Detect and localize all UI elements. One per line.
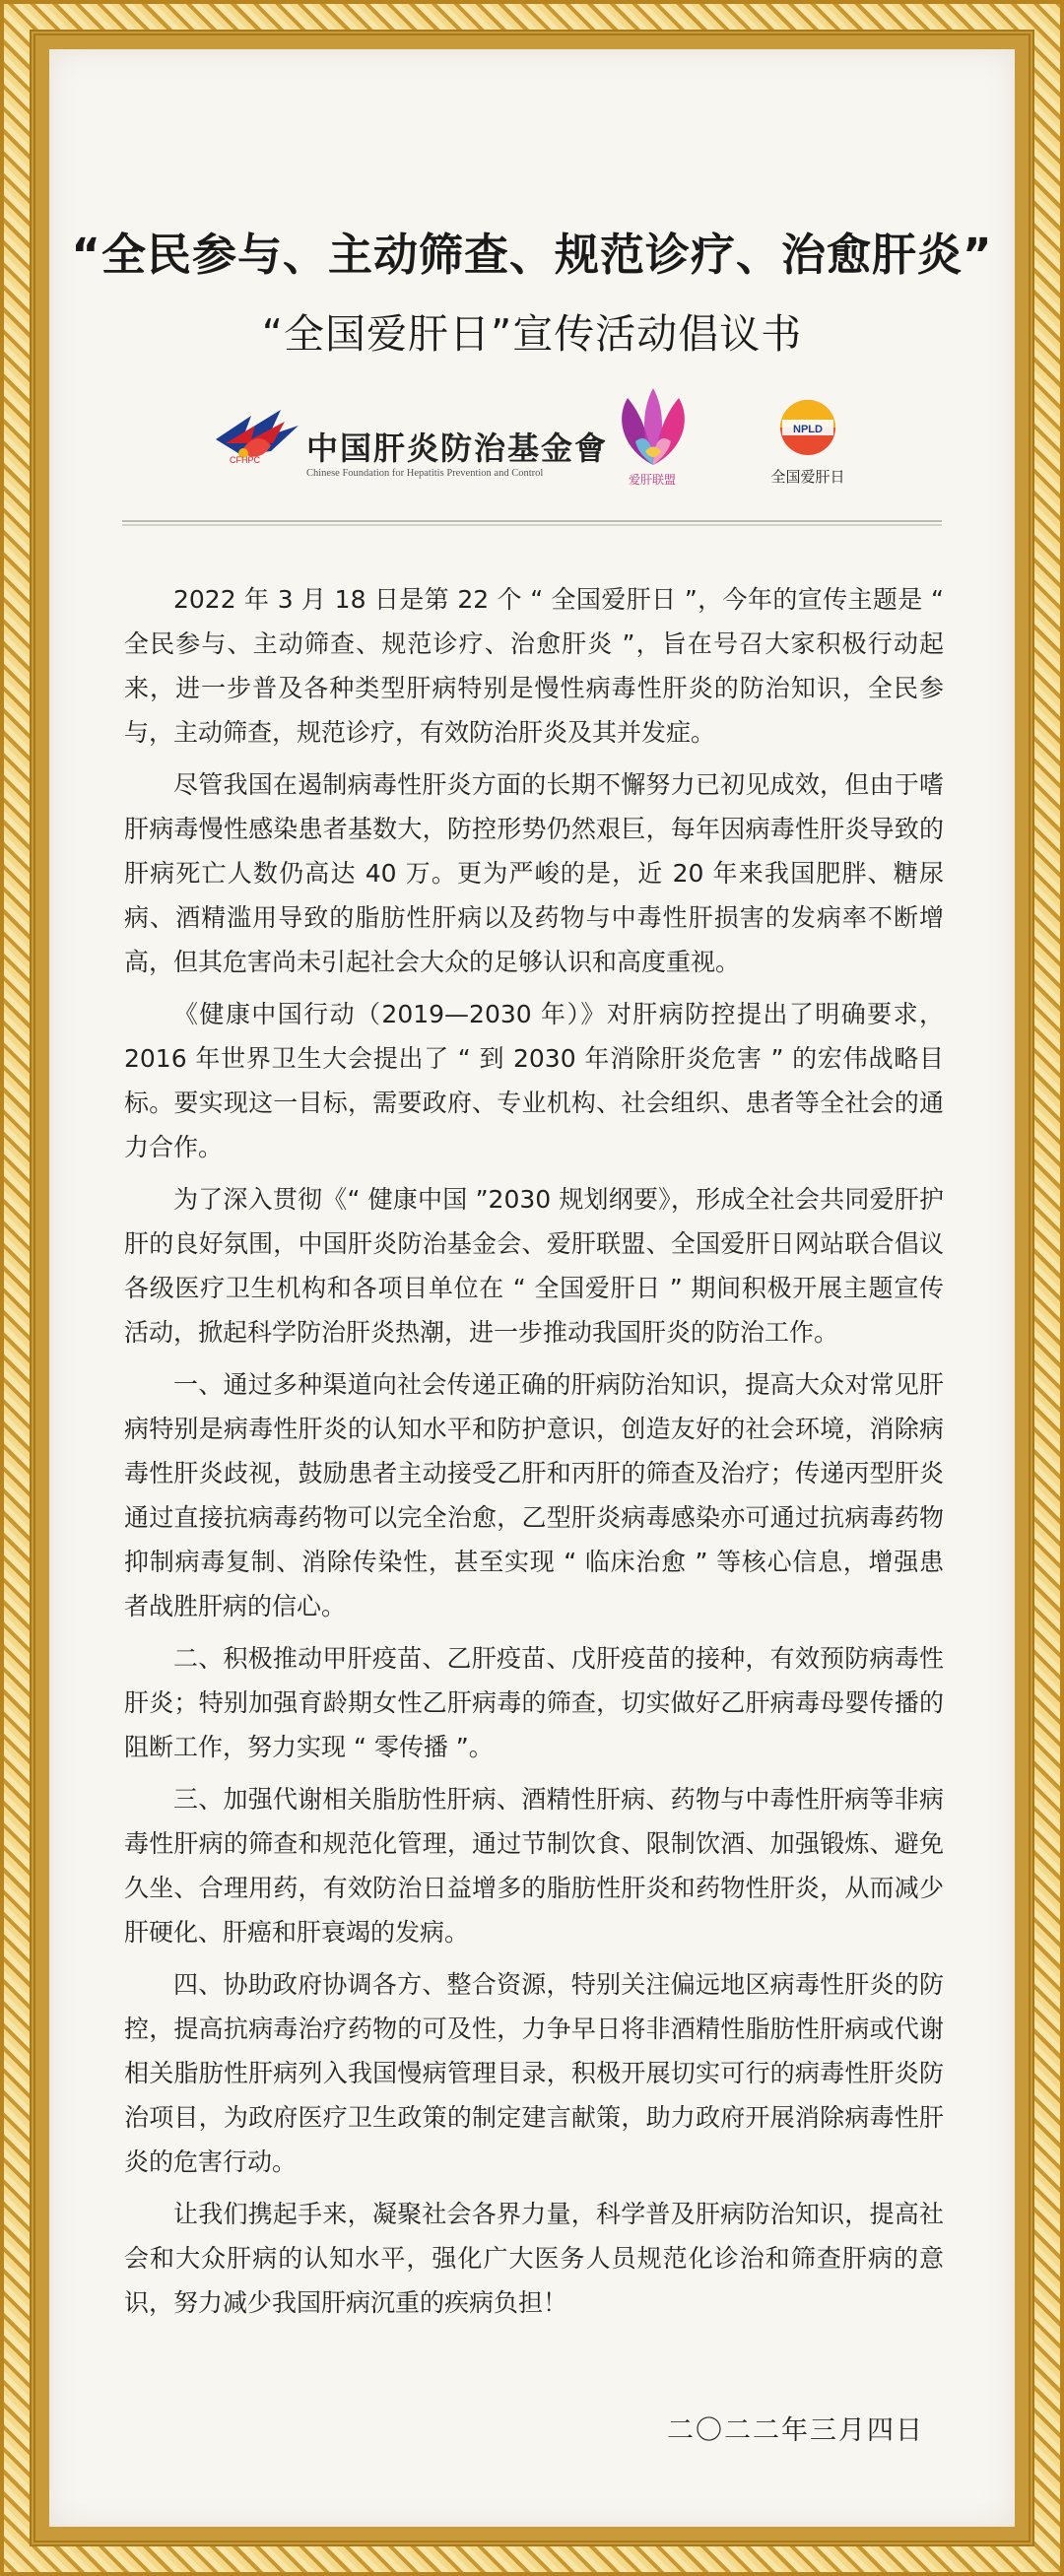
body-paragraph: 尽管我国在遏制病毒性肝炎方面的长期不懈努力已初见成效，但由于嗜肝病毒慢性感染患者基数大，防控形势仍然艰巨，每年因病毒性肝炎导致的肝病死亡人数仍高达 40 万。更为严峻的是，近 20 年来我国肥胖、糖尿病、酒精滥用导致的脂肪性肝病以及药物与中毒性肝损害的发病率不断增高，但其危害尚未引起社会大众的足够认识和高度重视。 [124,770,944,976]
body-paragraph: 二、积极推动甲肝疫苗、乙肝疫苗、戊肝疫苗的接种，有效预防病毒性肝炎；特别加强育龄期女性乙肝病毒的筛查，切实做好乙肝病毒母婴传播的阻断工作，努力实现 “ 零传播 ”。 [124,1644,944,1761]
foundation-name-en: Chinese Foundation for Hepatitis Prevention and Control [306,468,544,479]
alliance-logo [606,382,724,491]
body-paragraph: 一、通过多种渠道向社会传递正确的肝病防治知识，提高大众对常见肝病特别是病毒性肝炎的认知水平和防护意识，创造友好的社会环境，消除病毒性肝炎歧视，鼓励患者主动接受乙肝和丙肝的筛查及治疗；传递丙型肝炎通过直接抗病毒药物可以完全治愈，乙型肝炎病毒感染亦可通过抗病毒药物抑制病毒复制、消除传染性，甚至实现 “ 临床治愈 ” 等核心信息，增强患者战胜肝病的信心。 [124,1370,944,1620]
npld-circle-icon [749,394,867,463]
body-paragraph: 三、加强代谢相关脂肪性肝病、酒精性肝病、药物与中毒性肝病等非病毒性肝病的筛查和规范化管理，通过节制饮食、限制饮酒、加强锻炼、避免久坐、合理用药，有效防治日益增多的脂肪性肝炎和药物性肝炎，从而减少肝硬化、肝癌和肝衰竭的发病。 [124,1785,944,1947]
svg-text:CFHPC: CFHPC [230,455,260,465]
alliance-name: 爱肝联盟 [628,473,676,487]
body-paragraph: 为了深入贯彻《“ 健康中国 ”2030 规划纲要》，形成全社会共同爱肝护肝的良好氛围，中国肝炎防治基金会、爱肝联盟、全国爱肝日网站联合倡议各级医疗卫生机构和各项目单位在 “ 全国爱肝日 ” 期间积极开展主题宣传活动，掀起科学防治肝炎热潮，进一步推动我国肝炎的防治工作。 [124,1185,944,1347]
document-paper [49,49,1015,2527]
npld-caption: 全国爱肝日 [770,468,845,486]
alliance-petal-icon [606,382,700,469]
document-subtitle: “全国爱肝日”宣传活动倡议书 [261,310,803,358]
document-title: “全民参与、主动筛查、规范诊疗、治愈肝炎” [71,229,993,281]
npld-mark: NPLD [793,424,823,435]
foundation-name-cn: 中国肝炎防治基金會 [306,429,609,467]
header-divider [122,520,942,526]
body-paragraph: 《健康中国行动（2019—2030 年）》对肝病防控提出了明确要求，2016 年世界卫生大会提出了 “ 到 2030 年消除肝炎危害 ” 的宏伟战略目标。要实现这一目标，需要政府、专业机构、社会组织、患者等全社会的通力合作。 [124,1000,944,1161]
body-paragraph: 四、协助政府协调各方、整合资源，特别关注偏远地区病毒性肝炎的防控，提高抗病毒治疗药物的可及性，力争早日将非酒精性脂肪性肝病或代谢相关脂肪性肝病列入我国慢病管理目录，积极开展切实可行的病毒性肝炎防治项目，为政府医疗卫生政策的制定建言献策，助力政府开展消除病毒性肝炎的危害行动。 [124,1970,944,2176]
body-paragraph: 2022 年 3 月 18 日是第 22 个 “ 全国爱肝日 ”，今年的宣传主题是 “ 全民参与、主动筛查、规范诊疗、治愈肝炎 ”，旨在号召大家积极行动起来，进一步普及各种类型肝病特别是慢性病毒性肝炎的防治知识，全民参与，主动筛查，规范诊疗，有效防治肝炎及其并发症。 [124,585,944,747]
foundation-logo [212,396,609,495]
body-paragraph: 让我们携起手来，凝聚社会各界力量，科学普及肝病防治知识，提高社会和大众肝病的认知水平，强化广大医务人员规范化诊治和筛查肝病的意识，努力减少我国肝病沉重的疾病负担！ [124,2200,944,2317]
npld-logo [749,394,897,493]
foundation-emblem-icon [212,396,302,465]
proposal-body [124,577,944,2333]
document-date: 二〇二二年三月四日 [667,2415,924,2446]
